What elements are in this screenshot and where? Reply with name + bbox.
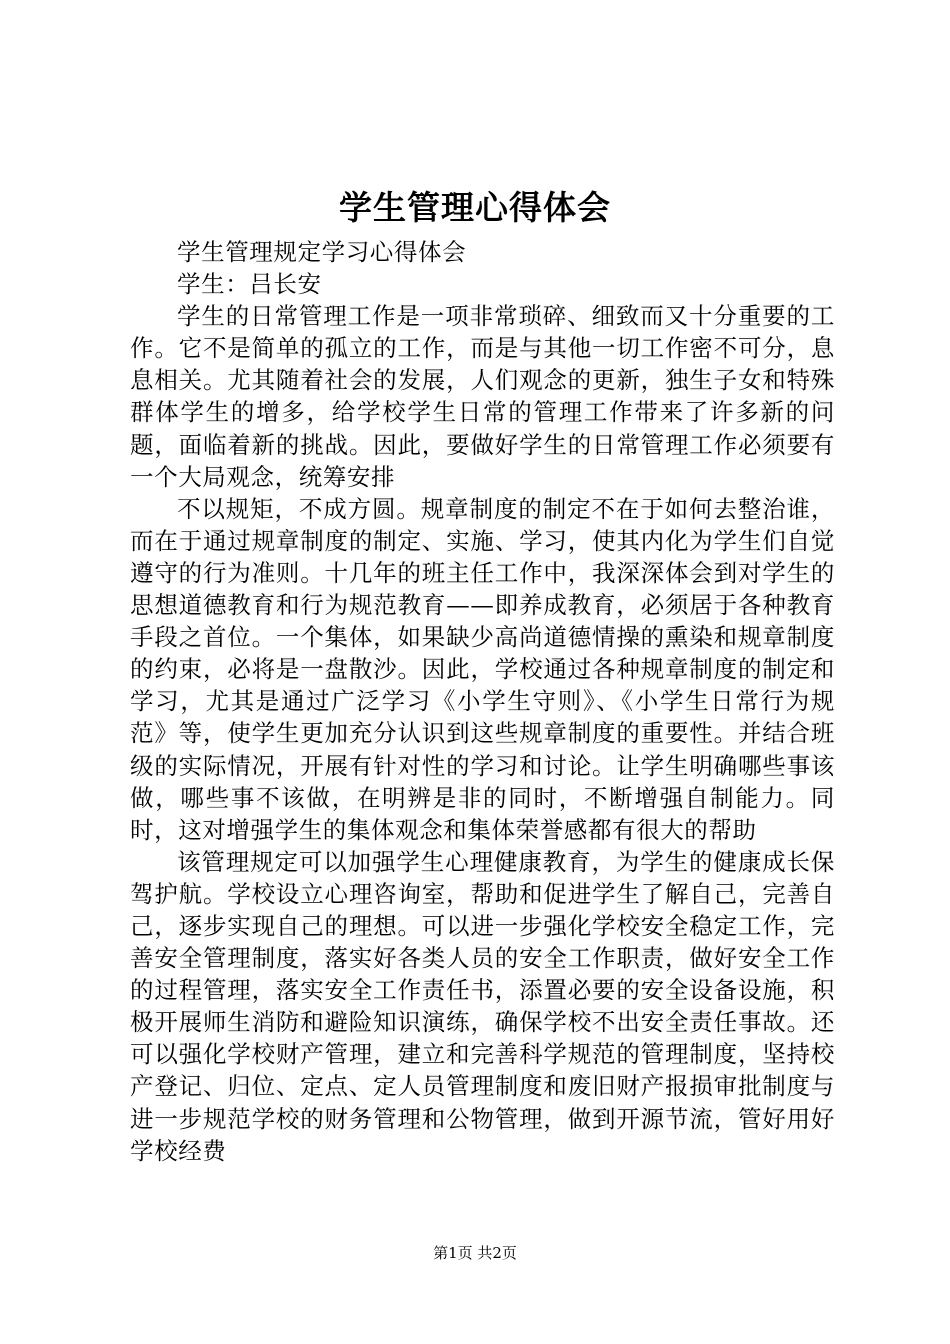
body-paragraph: 不以规矩，不成方圆。规章制度的制定不在于如何去整治谁，而在于通过规章制度的制定、实施、学习，使其内化为学生们自觉遵守的行为准则。十几年的班主任工作中，我深深体会到对学生的思想道德教育和行为规范教育——即养成教育，必须居于各种教育手段之首位。一个集体，如果缺少高尚道德情操的熏染和规章制度的约束，必将是一盘散沙。因此，学校通过各种规章制度的制定和学习，尤其是通过广泛学习《小学生守则》、《小学生日常行为规范》等，使学生更加充分认识到这些规章制度的重要性。并结合班级的实际情况，开展有针对性的学习和讨论。让学生明确哪些事该做，哪些事不该做，在明辨是非的同时，不断增强自制能力。同时，这对增强学生的集体观念和集体荣誉感都有很大的帮助 xyxy=(130,494,835,844)
body-paragraph-author: 学生：吕长安 xyxy=(177,270,322,299)
body-paragraph: 该管理规定可以加强学生心理健康教育，为学生的健康成长保驾护航。学校设立心理咨询室，帮助和促进学生了解自己，完善自己，逐步实现自己的理想。可以进一步强化学校安全稳定工作，完善安全管理制度，落实好各类人员的安全工作职责，做好安全工作的过程管理，落实安全工作责任书，添置必要的安全设备设施，积极开展师生消防和避险知识演练，确保学校不出安全责任事故。还可以强化学校财产管理，建立和完善科学规范的管理制度，坚持校产登记、归位、定点、定人员管理制度和废旧财产报损审批制度与进一步规范学校的财务管理和公物管理，做到开源节流，管好用好学校经费 xyxy=(130,847,835,1165)
document-body xyxy=(130,236,835,1167)
page-footer: 第1页 共2页 xyxy=(433,1244,517,1262)
body-paragraph-subtitle: 学生管理规定学习心得体会 xyxy=(177,238,467,266)
body-paragraph: 学生的日常管理工作是一项非常琐碎、细致而又十分重要的工作。它不是简单的孤立的工作，而是与其他一切工作密不可分，息息相关。尤其随着社会的发展，人们观念的更新，独生子女和特殊群体学生的增多，给学校学生日常的管理工作带来了许多新的问题，面临着新的挑战。因此，要做好学生的日常管理工作必须要有一个大局观念，统筹安排 xyxy=(130,302,835,491)
document-title: 学生管理心得体会 xyxy=(339,188,611,227)
